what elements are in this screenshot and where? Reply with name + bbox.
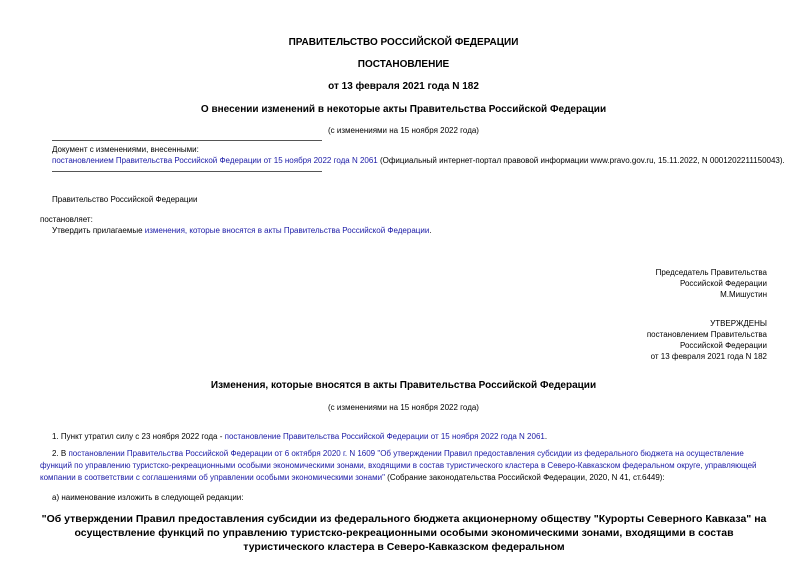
item-1 (40, 431, 768, 443)
changes-top-rule (52, 140, 322, 141)
changes-intro: Документ с изменениями, внесенными: (52, 145, 199, 154)
signature-line-1: Председатель Правительства (655, 268, 767, 277)
item-2-post: (Собрание законодательства Российской Федерации, 2020, N 41, ст.6449): (384, 473, 665, 482)
changes-bottom-rule (52, 171, 322, 172)
approve-post: . (429, 226, 432, 235)
doc-date-number: от 13 февраля 2021 года N 182 (328, 81, 479, 92)
government-text: Правительство Российской Федерации (52, 195, 198, 204)
approved-line-3: Российской Федерации (680, 341, 767, 350)
approved-line-1: УТВЕРЖДЕНЫ (710, 319, 767, 328)
changes-line (52, 156, 785, 165)
org-heading: ПРАВИТЕЛЬСТВО РОССИЙСКОЙ ФЕДЕРАЦИИ (288, 37, 519, 48)
item-1-link[interactable]: постановление Правительства Российской Федерации от 15 ноября 2022 года N 2061 (224, 432, 545, 441)
approved-line-2: постановлением Правительства (646, 330, 767, 339)
changes-link[interactable]: постановлением Правительства Российской Федерации от 15 ноября 2022 года N 2061 (52, 156, 378, 165)
section-amended-note: (с изменениями на 15 ноября 2022 года) (328, 403, 479, 412)
approved-line-4: от 13 февраля 2021 года N 182 (650, 352, 767, 361)
item-2a: а) наименование изложить в следующей редакции: (52, 493, 244, 502)
signature-name: М.Мишустин (720, 290, 767, 299)
amended-note: (с изменениями на 15 ноября 2022 года) (328, 126, 479, 135)
doc-type-heading: ПОСТАНОВЛЕНИЕ (357, 59, 450, 70)
item-2-link[interactable]: постановлении Правительства Российской Федерации от 6 октября 2020 г. N 1609 "Об утверждении Правил предоставления субсидии из федерального бюджета на осуществление функций по управлению туристско-рекреационными особыми экономическими зонами, входящими в состав туристического кластера в Северо-Кавказском федеральном округе, управляющей компании в соответствии с соглашениями об управлении особыми экономическими зонами" (40, 449, 757, 482)
approve-link[interactable]: изменения, которые вносятся в акты Правительства Российской Федерации (144, 226, 430, 235)
section-title: Изменения, которые вносятся в акты Правительства Российской Федерации (210, 380, 597, 391)
approve-line (52, 226, 432, 235)
decides-text: постановляет: (40, 215, 93, 224)
signature-line-2: Российской Федерации (680, 279, 767, 288)
approve-pre: Утвердить прилагаемые (52, 226, 145, 235)
item-1-pre: 1. Пункт утратил силу с 23 ноября 2022 года - (52, 432, 225, 441)
changes-source: (Официальный интернет-портал правовой информации www.pravo.gov.ru, 15.11.2022, N 0001202211150043). (377, 156, 785, 165)
quoted-title: "Об утверждении Правил предоставления субсидии из федерального бюджета акционерному обществу "Курорты Северного Кавказа" на осуществление функций по управлению туристско-рекреационными особыми экономическими зонами, входящими в состав туристического кластера в Северо-Кавказском федеральном (41, 513, 767, 553)
item-1-post: . (544, 432, 548, 441)
doc-title: О внесении изменений в некоторые акты Правительства Российской Федерации (200, 104, 607, 115)
item-2 (40, 448, 768, 484)
item-2-pre: 2. В (52, 449, 69, 458)
